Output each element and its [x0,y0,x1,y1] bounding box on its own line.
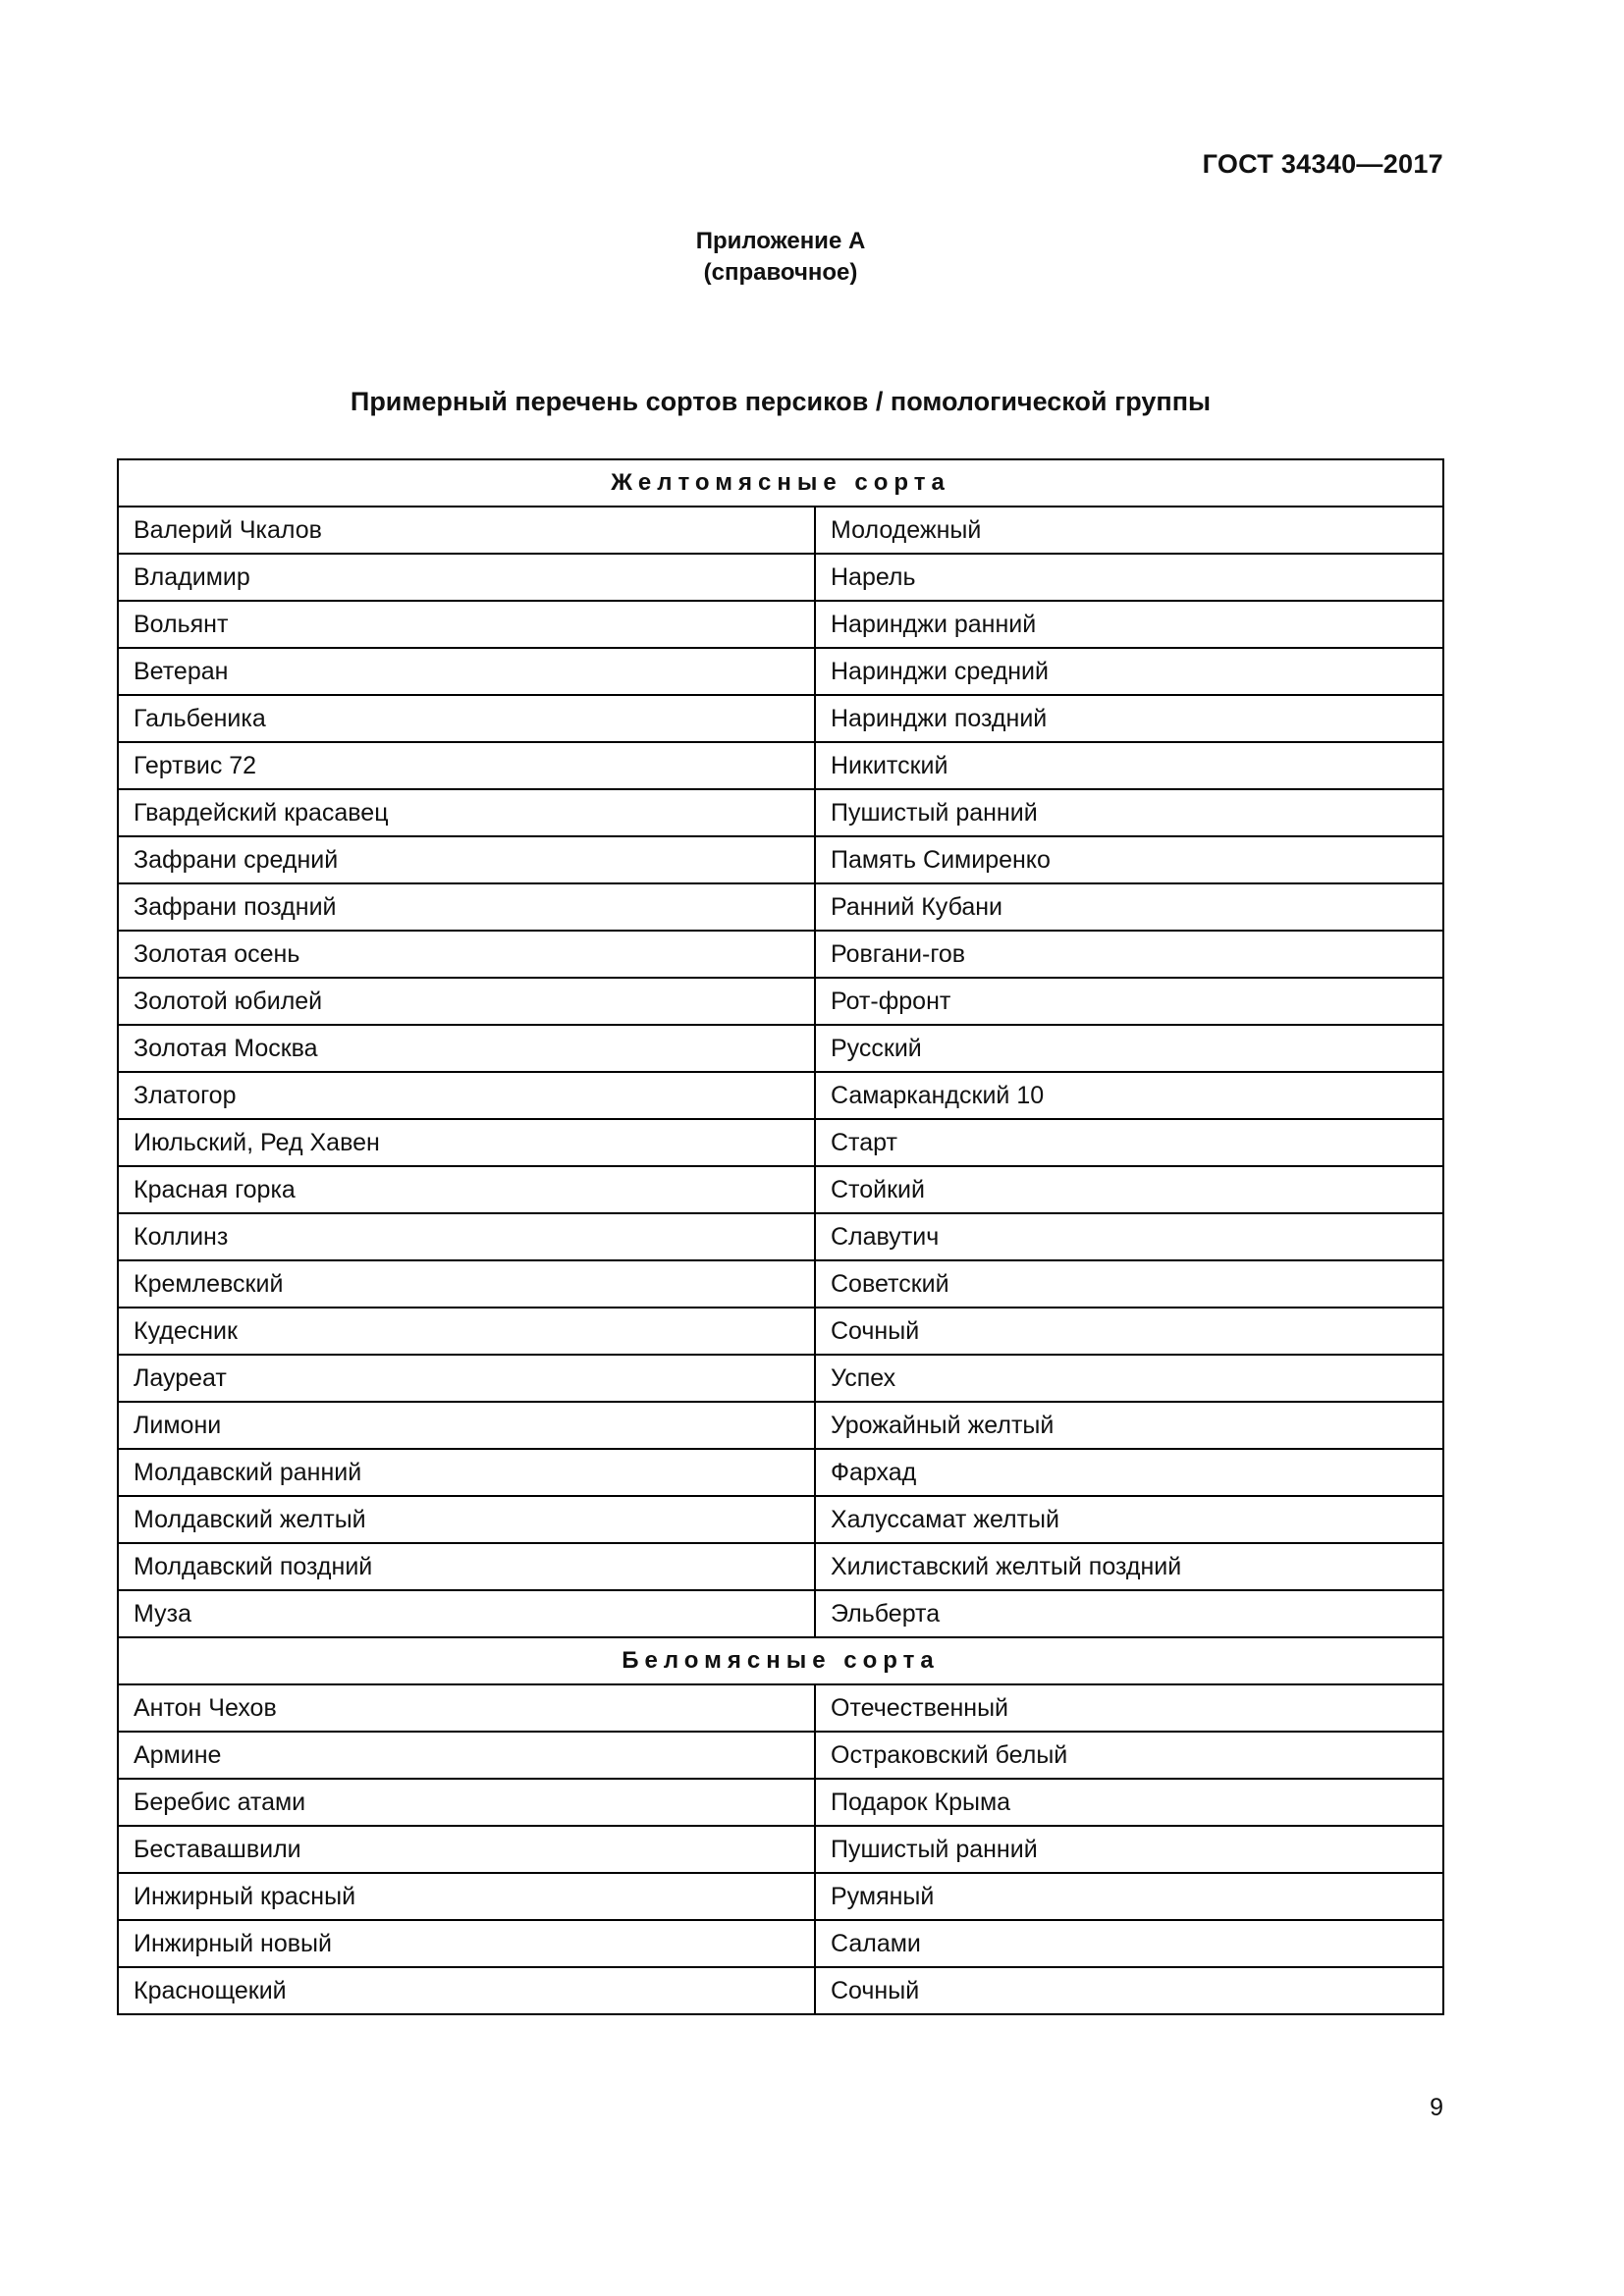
table-row [118,601,1443,648]
variety-cell-right: Салами [815,1920,1443,1967]
variety-cell-right: Успех [815,1355,1443,1402]
table-row [118,1449,1443,1496]
section-header-row [118,459,1443,507]
varieties-table [117,458,1444,2015]
variety-cell-right: Остраковский белый [815,1732,1443,1779]
section-header: Желтомясные сорта [118,459,1443,507]
variety-cell-left: Беребис атами [118,1779,815,1826]
variety-cell-right: Халуссамат желтый [815,1496,1443,1543]
variety-cell-left: Гертвис 72 [118,742,815,789]
table-row [118,1826,1443,1873]
section-header: Беломясные сорта [118,1637,1443,1684]
variety-cell-left: Июльский, Ред Хавен [118,1119,815,1166]
page-number: 9 [1430,2094,1443,2121]
variety-cell-right: Советский [815,1260,1443,1308]
variety-cell-right: Нарель [815,554,1443,601]
variety-cell-right: Фархад [815,1449,1443,1496]
variety-cell-left: Золотой юбилей [118,978,815,1025]
variety-cell-left: Златогор [118,1072,815,1119]
variety-cell-left: Молдавский поздний [118,1543,815,1590]
variety-cell-left: Вольянт [118,601,815,648]
table-row [118,883,1443,931]
variety-cell-right: Урожайный желтый [815,1402,1443,1449]
table-row [118,1213,1443,1260]
table-row [118,695,1443,742]
variety-cell-left: Валерий Чкалов [118,507,815,554]
variety-cell-left: Красная горка [118,1166,815,1213]
table-row [118,1402,1443,1449]
table-row [118,1590,1443,1637]
variety-cell-left: Беставашвили [118,1826,815,1873]
varieties-table-body [118,459,1443,2014]
variety-cell-left: Золотая осень [118,931,815,978]
variety-cell-right: Рот-фронт [815,978,1443,1025]
variety-cell-right: Никитский [815,742,1443,789]
variety-cell-left: Зафрани поздний [118,883,815,931]
table-row [118,742,1443,789]
variety-cell-right: Самаркандский 10 [815,1072,1443,1119]
variety-cell-left: Инжирный новый [118,1920,815,1967]
table-row [118,1260,1443,1308]
table-row [118,1732,1443,1779]
appendix-type: (справочное) [703,259,858,286]
table-row [118,507,1443,554]
variety-cell-left: Кремлевский [118,1260,815,1308]
variety-cell-right: Эльберта [815,1590,1443,1637]
variety-cell-left: Инжирный красный [118,1873,815,1920]
variety-cell-left: Муза [118,1590,815,1637]
table-row [118,648,1443,695]
appendix-title: Приложение А [695,228,866,254]
variety-cell-right: Молодежный [815,507,1443,554]
variety-cell-right: Русский [815,1025,1443,1072]
table-row [118,1166,1443,1213]
table-row [118,1025,1443,1072]
variety-cell-right: Хилиставский желтый поздний [815,1543,1443,1590]
variety-cell-left: Лимони [118,1402,815,1449]
variety-cell-left: Владимир [118,554,815,601]
table-row [118,554,1443,601]
table-row [118,1072,1443,1119]
variety-cell-left: Молдавский ранний [118,1449,815,1496]
variety-cell-right: Наринджи поздний [815,695,1443,742]
table-row [118,1873,1443,1920]
table-row [118,931,1443,978]
variety-cell-right: Ранний Кубани [815,883,1443,931]
variety-cell-left: Гвардейский красавец [118,789,815,836]
variety-cell-left: Гальбеника [118,695,815,742]
section-header-row [118,1637,1443,1684]
variety-cell-left: Краснощекий [118,1967,815,2014]
variety-cell-right: Стойкий [815,1166,1443,1213]
variety-cell-right: Славутич [815,1213,1443,1260]
variety-cell-left: Коллинз [118,1213,815,1260]
table-row [118,1684,1443,1732]
table-row [118,1543,1443,1590]
variety-cell-left: Молдавский желтый [118,1496,815,1543]
variety-cell-right: Отечественный [815,1684,1443,1732]
variety-cell-right: Пушистый ранний [815,1826,1443,1873]
variety-cell-right: Ровгани-гов [815,931,1443,978]
variety-cell-left: Лауреат [118,1355,815,1402]
variety-cell-left: Антон Чехов [118,1684,815,1732]
variety-cell-right: Румяный [815,1873,1443,1920]
variety-cell-left: Золотая Москва [118,1025,815,1072]
table-row [118,1308,1443,1355]
variety-cell-right: Наринджи средний [815,648,1443,695]
table-row [118,1920,1443,1967]
document-title: Примерный перечень сортов персиков / помологической группы [350,387,1212,416]
variety-cell-right: Старт [815,1119,1443,1166]
variety-cell-right: Память Симиренко [815,836,1443,883]
table-row [118,1355,1443,1402]
variety-cell-left: Зафрани средний [118,836,815,883]
table-row [118,789,1443,836]
variety-cell-left: Ветеран [118,648,815,695]
variety-cell-right: Сочный [815,1967,1443,2014]
table-row [118,1496,1443,1543]
appendix-heading [0,226,1561,289]
variety-cell-left: Кудесник [118,1308,815,1355]
table-row [118,836,1443,883]
standard-number: ГОСТ 34340—2017 [1202,149,1443,179]
variety-cell-right: Сочный [815,1308,1443,1355]
table-row [118,1967,1443,2014]
variety-cell-right: Подарок Крыма [815,1779,1443,1826]
variety-cell-right: Наринджи ранний [815,601,1443,648]
variety-cell-right: Пушистый ранний [815,789,1443,836]
table-row [118,1779,1443,1826]
table-row [118,1119,1443,1166]
table-row [118,978,1443,1025]
variety-cell-left: Армине [118,1732,815,1779]
